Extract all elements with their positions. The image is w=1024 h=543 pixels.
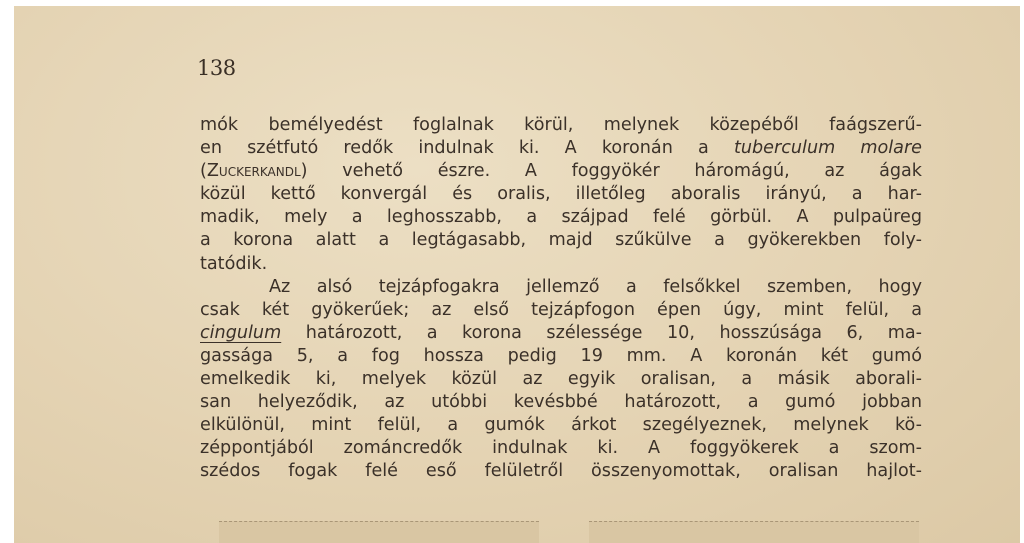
text-line [200, 322, 922, 345]
text-segment: szédos fogak felé eső felületről összenyomottak, oralisan hajlot- [200, 461, 922, 482]
text-segment: tuberculum molare [733, 138, 923, 159]
text-line [200, 183, 922, 206]
text-segment: mók bemélyedést foglalnak körül, melynek közepéből faágszerű- [200, 115, 922, 135]
text-line [200, 206, 922, 229]
text-segment: san helyeződik, az utóbbi kevésbbé határozott, a gumó jobban [200, 392, 922, 413]
text-segment: elkülönül, mint felül, a gumók árkot szegélyeznek, melynek kö- [200, 415, 922, 436]
text-line [200, 114, 922, 137]
text-segment: zéppontjából zománcredők indulnak ki. A foggyökerek a szom- [200, 438, 922, 459]
text-segment: a korona alatt a legtágasabb, majd szűkülve a gyökerekben foly- [200, 230, 922, 251]
text-line [200, 460, 922, 483]
text-line [200, 414, 922, 437]
text-line [200, 391, 922, 414]
text-segment: Az alsó tejzápfogakra jellemző a felsőkkel szemben, hogy [269, 276, 922, 297]
text-line [200, 160, 922, 183]
text-segment: emelkedik ki, melyek közül az egyik oralisan, a másik aborali- [200, 369, 922, 390]
text-segment: gassága 5, a fog hossza pedig 19 mm. A koronán két gumó [200, 345, 922, 366]
text-segment: ) vehető észre. A foggyökér háromágú, az ágak [300, 161, 922, 182]
figure-left [219, 521, 539, 543]
book-page [14, 6, 1020, 543]
text-segment: cingulum [200, 322, 282, 343]
text-segment: en szétfutó redők indulnak ki. A koronán a [200, 138, 734, 159]
text-segment: ( [200, 161, 207, 182]
body-text [200, 114, 922, 484]
text-line [200, 137, 922, 160]
figure-right [589, 521, 919, 543]
text-line [200, 299, 922, 322]
text-segment: közül kettő konvergál és oralis, illetőleg aboralis irányú, a har- [200, 184, 922, 205]
text-line [200, 276, 922, 299]
text-segment: madik, mely a leghosszabb, a szájpad felé görbül. A pulpaüreg [200, 207, 922, 228]
text-segment: tatódik. [200, 253, 268, 274]
text-line [200, 437, 922, 460]
text-segment: határozott, a korona szélessége 10, hosszúsága 6, ma- [281, 322, 922, 343]
text-line [200, 229, 922, 252]
page-number: 138 [197, 56, 236, 80]
text-segment: Zuckerkandl [206, 161, 301, 182]
text-segment: csak két gyökerűek; az első tejzápfogon épen úgy, mint felül, a [200, 299, 922, 320]
text-line [200, 345, 922, 368]
text-line [200, 253, 922, 276]
text-line [200, 368, 922, 391]
